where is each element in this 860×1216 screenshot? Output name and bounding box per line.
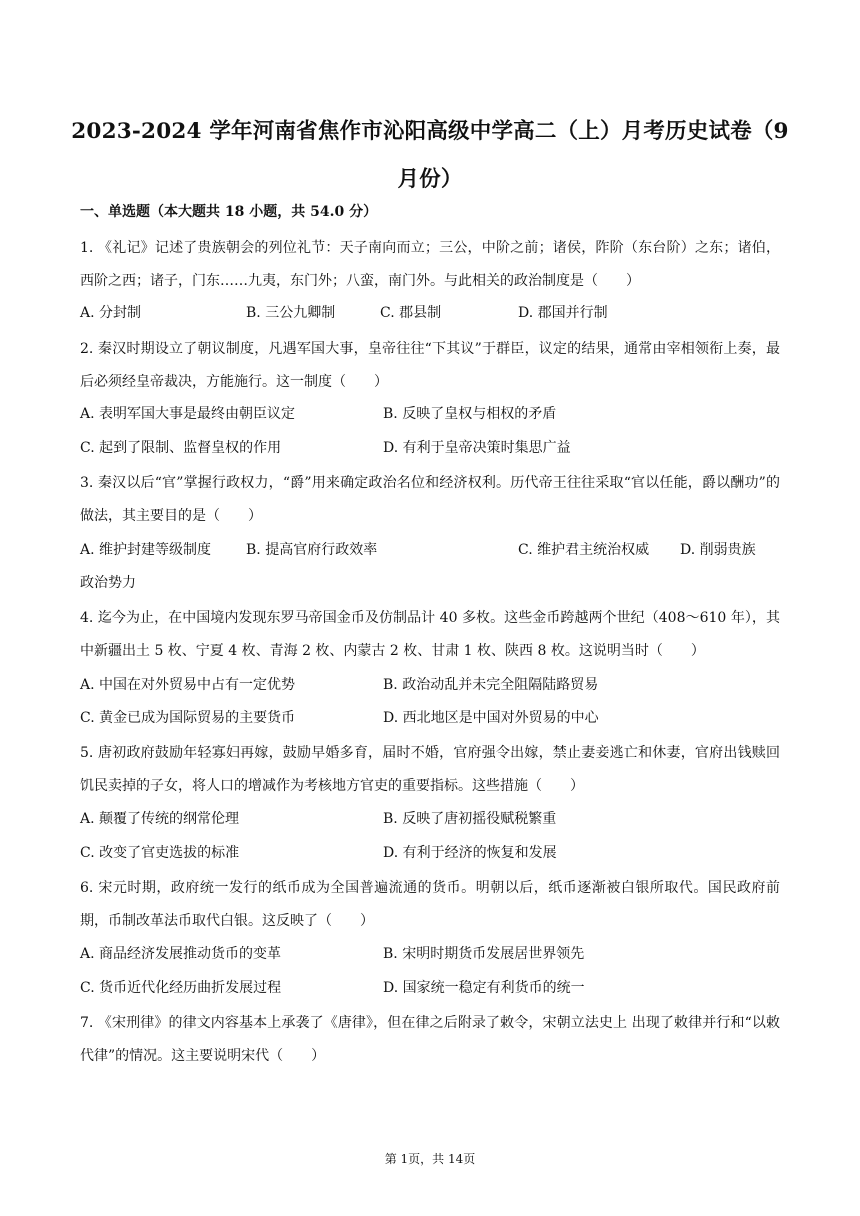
question-6-options-row-2 bbox=[80, 978, 780, 998]
option-c: C. 维护君主统治权威 bbox=[518, 542, 650, 558]
option-c: C. 货币近代化经历曲折发展过程 bbox=[80, 980, 282, 996]
question-3-options bbox=[80, 540, 780, 560]
option-b: B. 反映了唐初摇役赋税繁重 bbox=[383, 811, 557, 827]
question-5-options-row-2 bbox=[80, 843, 780, 863]
question-3-options-wrap bbox=[80, 573, 780, 593]
option-d: D. 郡国并行制 bbox=[518, 305, 608, 321]
option-b: B. 宋明时期货币发展居世界领先 bbox=[383, 946, 585, 962]
option-d: D. 有利于经济的恢复和发展 bbox=[383, 845, 557, 861]
question-4-stem: 4. 迄今为止，在中国境内发现东罗马帝国金币及仿制品计 40 多枚。这些金币跨越两个世纪（408～610 年），其中新疆出土 5 枚、宁夏 4 枚、青海 2 枚、内蒙古 2 枚、甘肃 1 枚、陕西 8 枚。这说明当时（ ） bbox=[80, 610, 780, 659]
option-b: B. 政治动乱并未完全阻隔陆路贸易 bbox=[383, 677, 599, 693]
option-c: C. 起到了限制、监督皇权的作用 bbox=[80, 440, 282, 456]
option-b: B. 反映了皇权与相权的矛盾 bbox=[383, 406, 557, 422]
option-b: B. 三公九卿制 bbox=[246, 305, 336, 321]
option-a: A. 分封制 bbox=[80, 305, 142, 321]
option-a: A. 中国在对外贸易中占有一定优势 bbox=[80, 677, 296, 693]
question-5-options-row-1 bbox=[80, 809, 780, 829]
question-2-options-row-1 bbox=[80, 404, 780, 424]
question-3-stem: 3. 秦汉以后“官”掌握行政权力，“爵”用来确定政治名位和经济权利。历代帝王往往采取“官以任能，爵以酬功”的做法，其主要目的是（ ） bbox=[80, 475, 780, 524]
option-c: C. 改变了官吏选拔的标准 bbox=[80, 845, 240, 861]
question-6-stem: 6. 宋元时期，政府统一发行的纸币成为全国普遍流通的货币。明朝以后，纸币逐渐被白银所取代。国民政府前期，币制改革法币取代白银。这反映了（ ） bbox=[80, 880, 780, 929]
question-5-stem: 5. 唐初政府鼓励年轻寡妇再嫁，鼓励早婚多育，届时不婚，官府强令出嫁，禁止妻妾逃亡和休妻，官府出钱赎回饥民卖掉的子女，将人口的增减作为考核地方官吏的重要指标。这些措施（ ） bbox=[80, 745, 780, 794]
page-footer: 第 1页，共 14页 bbox=[384, 1152, 476, 1166]
question-1-options bbox=[80, 303, 780, 323]
option-d-continued: 政治势力 bbox=[80, 575, 136, 591]
option-a: A. 颠覆了传统的纲常伦理 bbox=[80, 811, 240, 827]
exam-title-line-1: 2023-2024 学年河南省焦作市沁阳高级中学高二（上）月考历史试卷（9 bbox=[71, 119, 789, 144]
option-d: D. 削弱贵族 bbox=[680, 542, 756, 558]
option-a: A. 商品经济发展推动货币的变革 bbox=[80, 946, 282, 962]
exam-title bbox=[60, 108, 800, 204]
question-1-stem: 1. 《礼记》记述了贵族朝会的列位礼节：天子南向而立；三公，中阶之前；诸侯，阼阶（东台阶）之东；诸伯，西阶之西；诸子，门东……九夷，东门外；八蛮，南门外。与此相关的政治制度是（ ） bbox=[80, 240, 780, 289]
option-a: A. 维护封建等级制度 bbox=[80, 542, 212, 558]
option-d: D. 有利于皇帝决策时集思广益 bbox=[383, 440, 571, 456]
question-2-stem: 2. 秦汉时期设立了朝议制度，凡遇军国大事，皇帝往往“下其议”于群臣，议定的结果，通常由宰相领衔上奏，最后必须经皇帝裁决，方能施行。这一制度（ ） bbox=[80, 341, 780, 390]
option-c: C. 黄金已成为国际贸易的主要货币 bbox=[80, 710, 296, 726]
question-4-options-row-2 bbox=[80, 708, 780, 728]
question-7-stem: 7. 《宋刑律》的律文内容基本上承袭了《唐律》，但在律之后附录了敕令，宋朝立法史上 出现了敕律并行和“以敕代律”的情况。这主要说明宋代（ ） bbox=[80, 1015, 780, 1064]
question-2-options-row-2 bbox=[80, 438, 780, 458]
option-a: A. 表明军国大事是最终由朝臣议定 bbox=[80, 406, 296, 422]
question-4-options-row-1 bbox=[80, 675, 780, 695]
option-d: D. 西北地区是中国对外贸易的中心 bbox=[383, 710, 599, 726]
section-heading: 一、单选题（本大题共 18 小题，共 54.0 分） bbox=[80, 204, 378, 220]
option-d: D. 国家统一稳定有利货币的统一 bbox=[383, 980, 585, 996]
question-6-options-row-1 bbox=[80, 944, 780, 964]
option-b: B. 提高官府行政效率 bbox=[246, 542, 378, 558]
exam-title-line-2: 月份） bbox=[397, 167, 463, 192]
option-c: C. 郡县制 bbox=[380, 305, 442, 321]
